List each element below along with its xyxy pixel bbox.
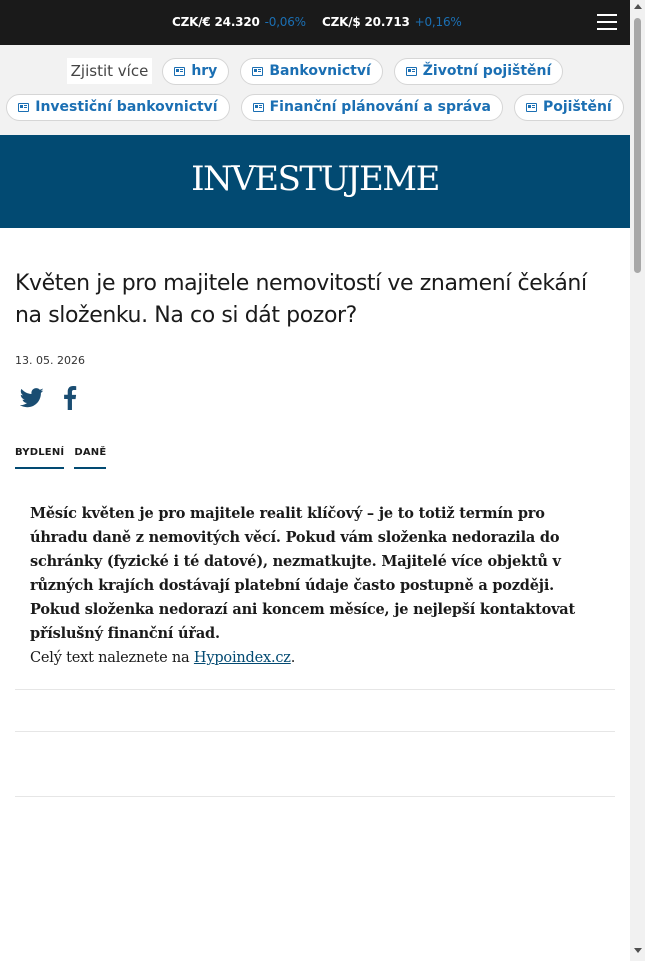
newspaper-icon	[406, 67, 417, 76]
chip-pojisteni[interactable]	[514, 94, 624, 121]
scroll-down-arrow-icon[interactable]	[634, 948, 642, 953]
rate-czk-eur-value: CZK/€ 24.320	[172, 15, 260, 29]
hamburger-icon[interactable]	[597, 13, 617, 31]
divider	[15, 689, 615, 690]
chip-bankovnictvi[interactable]	[240, 58, 382, 85]
rate-czk-usd-value: CZK/$ 20.713	[322, 15, 410, 29]
facebook-icon[interactable]	[63, 386, 77, 410]
chip-label: Finanční plánování a správa	[269, 99, 491, 115]
chip-zivotni-pojisteni[interactable]	[394, 58, 564, 85]
chip-label: Bankovnictví	[269, 63, 371, 79]
chip-row-2	[0, 94, 630, 121]
divider	[15, 731, 615, 732]
tag-dane[interactable]: DANĚ	[74, 447, 106, 469]
rate-czk-eur	[172, 15, 306, 29]
chip-investicni-bankovnictvi[interactable]	[6, 94, 229, 121]
article-date: 13. 05. 2026	[15, 354, 85, 367]
page-scrollbar[interactable]	[630, 0, 645, 961]
site-logo[interactable]: INVESTUJEME	[191, 159, 439, 199]
article-title: Květen je pro majitele nemovitostí ve znamení čekání na složenku. Na co si dát pozor?	[15, 271, 587, 328]
rate-czk-usd-change: +0,16%	[414, 15, 462, 29]
newspaper-icon	[252, 67, 263, 76]
divider	[15, 796, 615, 797]
chip-financni-planovani[interactable]	[241, 94, 503, 121]
explore-topics	[0, 45, 630, 135]
scroll-thumb[interactable]	[634, 18, 641, 273]
article-tags	[15, 447, 106, 469]
explore-label: Zjistit více	[67, 58, 153, 84]
rate-czk-eur-change: -0,06%	[264, 15, 306, 29]
newspaper-icon	[174, 67, 185, 76]
newspaper-icon	[18, 103, 29, 112]
rate-czk-usd	[322, 15, 462, 29]
source-suffix: .	[290, 650, 296, 666]
source-prefix: Celý text naleznete na	[30, 650, 194, 666]
chip-label: hry	[191, 63, 218, 79]
chip-label: Pojištění	[542, 99, 612, 115]
chip-row-1	[0, 58, 630, 85]
newspaper-icon	[526, 103, 537, 112]
tag-bydleni[interactable]: BYDLENÍ	[15, 447, 64, 469]
chip-label: Investiční bankovnictví	[35, 99, 218, 115]
chip-label: Životní pojištění	[422, 63, 552, 79]
scroll-up-arrow-icon[interactable]	[634, 4, 642, 9]
chip-hry[interactable]	[162, 58, 229, 85]
brand-banner	[0, 135, 630, 228]
twitter-icon[interactable]	[20, 387, 44, 409]
article-perex: Měsíc květen je pro majitele realit klíčový – je to totiž termín pro úhradu daně z nemovitých věcí. Pokud vám složenka nedorazila do schránky (fyzické i té datové), nezmatkujte. Majitelé více objektů v různých krajích dostávají platební údaje často postupně a později. Pokud složenka nedorazí ani koncem měsíce, je nejlepší kontaktovat příslušný finanční úřad.	[30, 505, 576, 642]
newspaper-icon	[253, 103, 264, 112]
source-line	[30, 646, 295, 670]
source-link[interactable]: Hypoindex.cz	[193, 650, 291, 666]
currency-ticker-bar	[0, 0, 630, 45]
